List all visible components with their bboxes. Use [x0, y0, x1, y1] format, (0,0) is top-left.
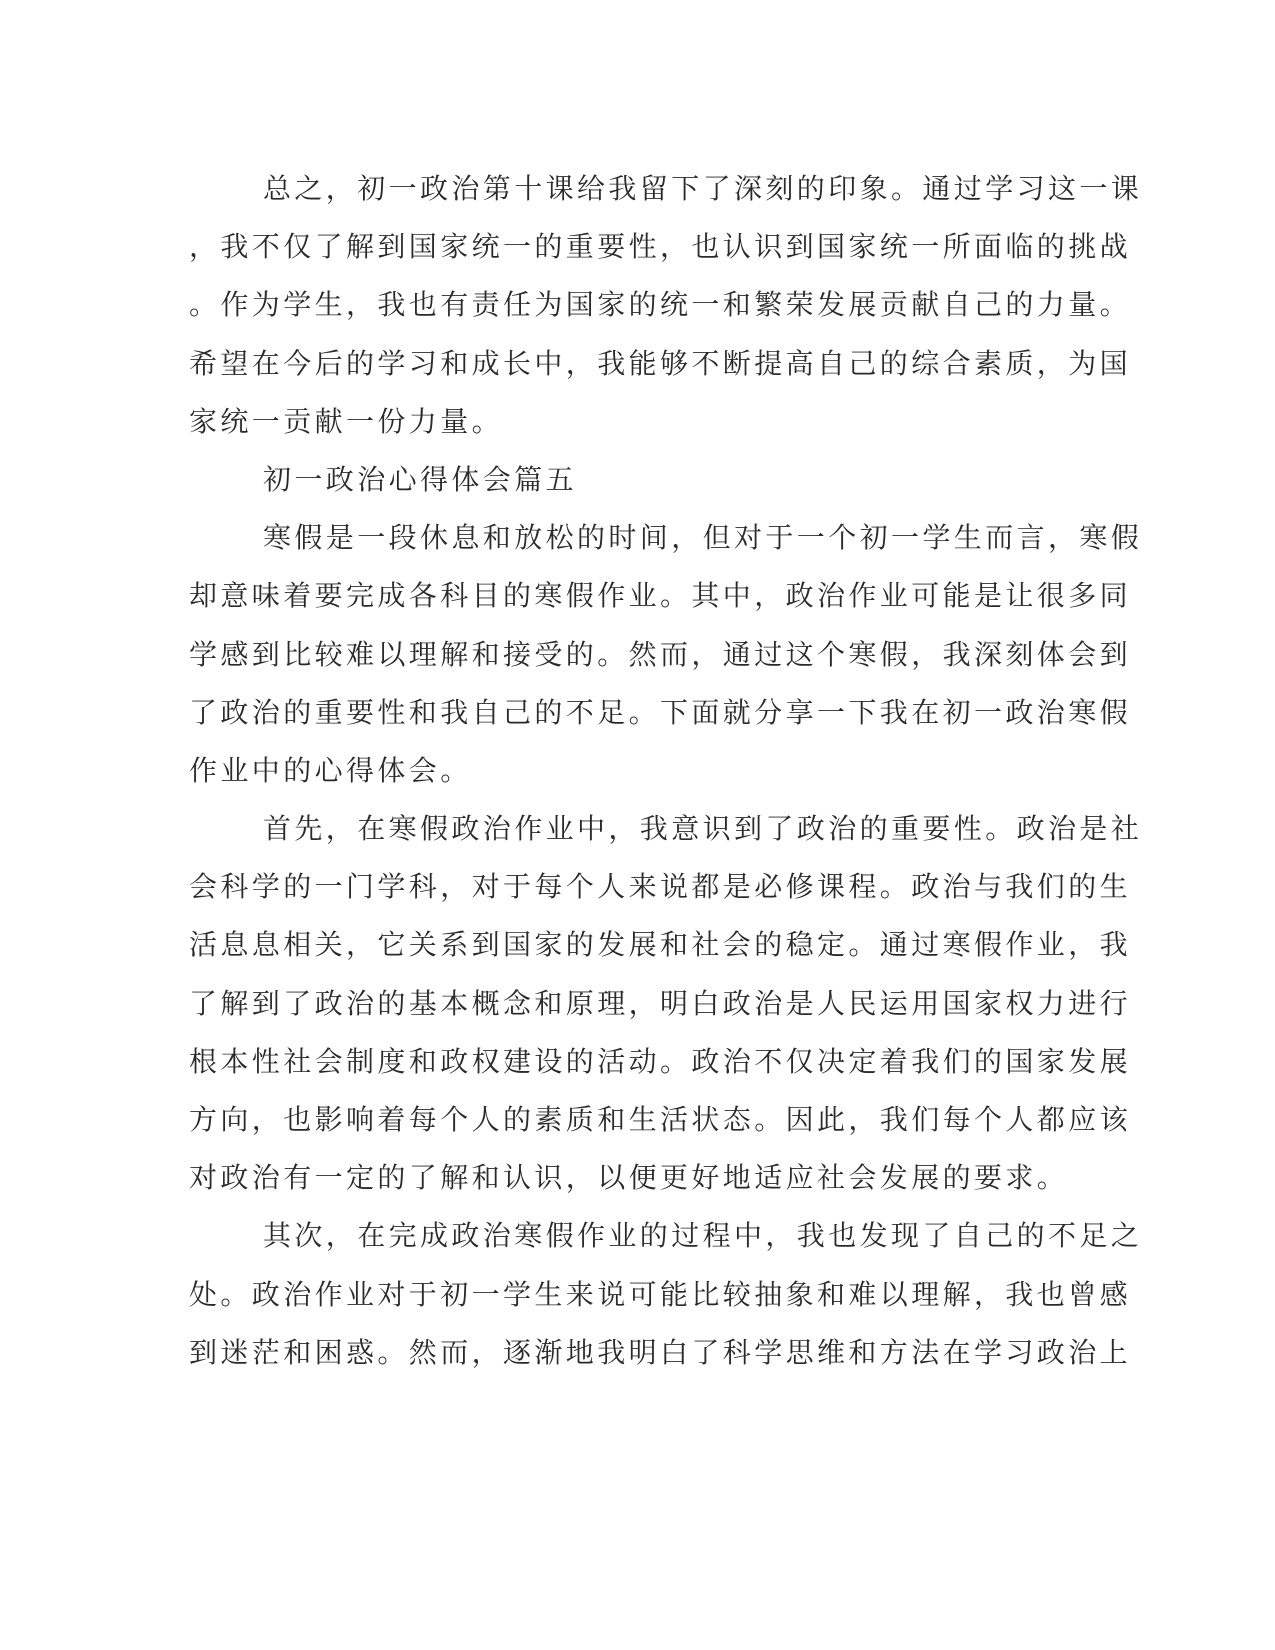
text-line: 了解到了政治的基本概念和原理，明白政治是人民运用国家权力进行	[189, 986, 1132, 1020]
text-line: 学感到比较难以理解和接受的。然而，通过这个寒假，我深刻体会到	[189, 637, 1132, 671]
text-line: 首先，在寒假政治作业中，我意识到了政治的重要性。政治是社	[263, 812, 1143, 846]
text-line: 根本性社会制度和政权建设的活动。政治不仅决定着我们的国家发展	[189, 1044, 1132, 1078]
text-line: 家统一贡献一份力量。	[189, 404, 504, 438]
text-line: 希望在今后的学习和成长中，我能够不断提高自己的综合素质，为国	[189, 346, 1132, 380]
text-line: 总之，初一政治第十课给我留下了深刻的印象。通过学习这一课	[263, 172, 1143, 205]
text-line: 其次，在完成政治寒假作业的过程中，我也发现了自己的不足之	[263, 1219, 1143, 1253]
text-line: 作业中的心得体会。	[189, 753, 472, 787]
text-line: 对政治有一定的了解和认识，以便更好地适应社会发展的要求。	[189, 1161, 1069, 1195]
text-line: 寒假是一段休息和放松的时间，但对于一个初一学生而言，寒假	[263, 521, 1143, 555]
section-heading: 初一政治心得体会篇五	[263, 462, 578, 496]
document-body	[189, 160, 1143, 1382]
text-line: ，我不仅了解到国家统一的重要性，也认识到国家统一所面临的挑战	[189, 230, 1132, 264]
text-line: 到迷茫和困惑。然而，逐渐地我明白了科学思维和方法在学习政治上	[189, 1335, 1132, 1369]
text-line: 。作为学生，我也有责任为国家的统一和繁荣发展贡献自己的力量。	[189, 288, 1132, 322]
text-line: 活息息相关，它关系到国家的发展和社会的稳定。通过寒假作业，我	[189, 928, 1132, 962]
text-line: 方向，也影响着每个人的素质和生活状态。因此，我们每个人都应该	[189, 1103, 1132, 1136]
text-line: 会科学的一门学科，对于每个人来说都是必修课程。政治与我们的生	[189, 870, 1132, 904]
text-line: 处。政治作业对于初一学生来说可能比较抽象和难以理解，我也曾感	[189, 1277, 1132, 1311]
text-line: 了政治的重要性和我自己的不足。下面就分享一下我在初一政治寒假	[189, 695, 1132, 729]
text-line: 却意味着要完成各科目的寒假作业。其中，政治作业可能是让很多同	[189, 579, 1132, 613]
